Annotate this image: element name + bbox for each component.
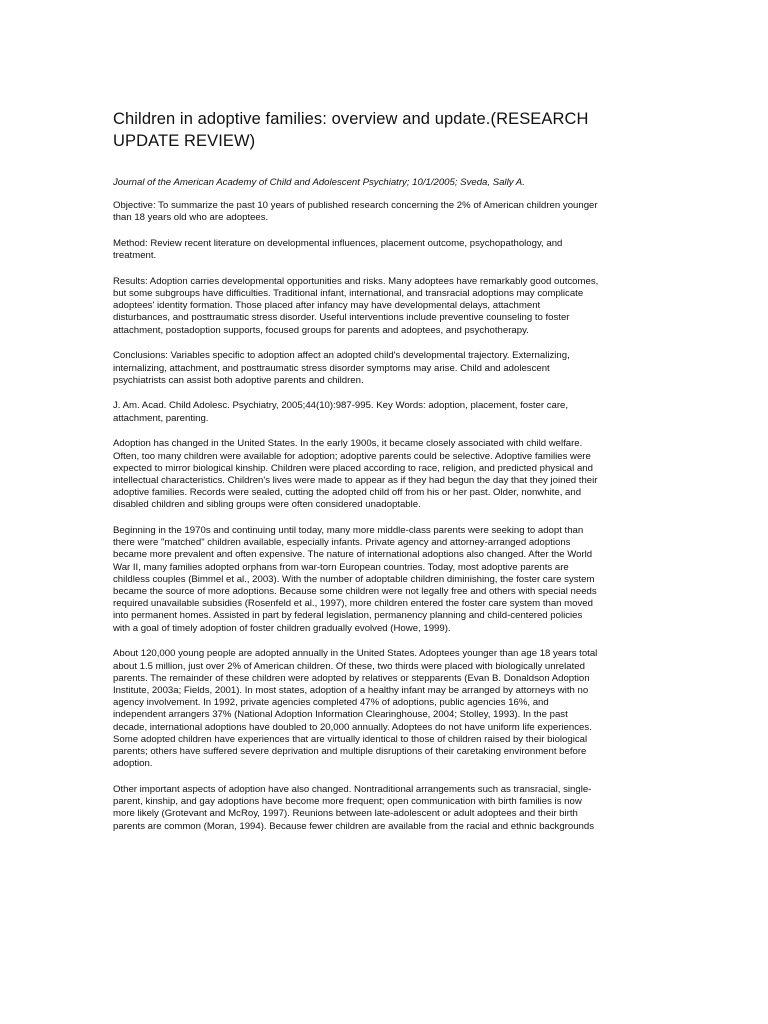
- document-citation: Journal of the American Academy of Child and Adolescent Psychiatry; 10/1/2005; Sveda, Sally A.: [113, 177, 525, 188]
- paragraph-body-3: About 120,000 young people are adopted annually in the United States. Adoptees younger than age 18 years total about 1.5 million, just over 2% of American children. Of these, two thirds were placed with biologically unrelated parents. The remainder of these children were adopted by relatives or stepparents (Evan B. Donaldson Adoption Institute, 2003a; Fields, 2001). In most states, adoption of a healthy infant may be arranged by attorneys with no agency involvement. In 1992, private agencies completed 47% of adoptions, public agencies 16%, and independent arrangers 37% (National Adoption Information Clearinghouse, 2004; Stolley, 1993). In the past decade, international adoptions have doubled to 20,000 annually. Adoptees do not have uniform life experiences. Some adopted children have experiences that are virtually identical to those of children raised by their biological parents; others have suffered severe deprivation and multiple disruptions of their caretaking environment before adoption.: [113, 648, 598, 770]
- paragraph-method: Method: Review recent literature on developmental influences, placement outcome, psychopathology, and treatment.: [113, 237, 563, 262]
- paragraph-results: Results: Adoption carries developmental opportunities and risks. Many adoptees have remarkably good outcomes, but some subgroups have difficulties. Traditional infant, international, and transracial adoptions may complicate adoptees' identity formation. Those placed after infancy may have developmental delays, attachment disturbances, and posttraumatic stress disorder. Useful interventions include preventive counseling to foster attachment, postadoption supports, focused groups for parents and adoptees, and psychotherapy.: [113, 275, 599, 336]
- paragraph-body-2: Beginning in the 1970s and continuing until today, many more middle-class parents were seeking to adopt than there were "matched" children available, especially infants. Private agency and attorney-arranged adoptions became more prevalent and often expensive. The nature of international adoptions also changed. After the World War II, many families adopted orphans from war-torn European countries. Today, most adoptive parents are childless couples (Bimmel et al., 2003). With the number of adoptable children diminishing, the foster care system became the source of more adoptions. Because some children were not legally free and others with special needs required unavailable subsidies (Rosenfeld et al., 1997), more children entered the foster care system than moved into permanent homes. Assisted in part by federal legislation, permanency planning and child-centered policies with a goal of timely adoption of foster children gradually evolved (Howe, 1999).: [113, 525, 597, 634]
- paragraph-keywords: J. Am. Acad. Child Adolesc. Psychiatry, 2005;44(10):987-995. Key Words: adoption, placement, foster care, attachment, parenting.: [113, 400, 569, 424]
- paragraph-body-4: Other important aspects of adoption have also changed. Nontraditional arrangements such as transracial, single- parent, kinship, and gay adoptions have become more frequent; open communication with birth families is now more likely (Grotevant and McRoy, 1997). Reunions between late-adolescent or adult adoptees and their birth parents are common (Moran, 1994). Because fewer children are available from the racial and ethnic backgrounds: [113, 783, 595, 832]
- paragraph-objective: Objective: To summarize the past 10 years of published research concerning the 2% of American children younger than 18 years old who are adoptees.: [113, 200, 598, 224]
- document-page: [113, 108, 658, 846]
- document-title: Children in adoptive families: overview and update.(RESEARCH UPDATE REVIEW): [113, 110, 589, 150]
- paragraph-conclusions: Conclusions: Variables specific to adoption affect an adopted child's developmental trajectory. Externalizing, internalizing, attachment, and posttraumatic stress disorder symptoms may arise. Child and adolescent psychiatrists can assist both adoptive parents and children.: [113, 350, 570, 386]
- paragraph-body-1: Adoption has changed in the United States. In the early 1900s, it became closely associated with child welfare. Often, too many children were available for adoption; adoptive parents could be selective. Adoptive families were expected to mirror biological kinship. Children were placed according to race, religion, and predicted physical and intellectual characteristics. Children's lives were made to appear as if they had begun the day that they joined their adoptive families. Records were sealed, cutting the adopted child off from his or her past. Older, nonwhite, and disabled children and sibling groups were often considered unadoptable.: [113, 438, 598, 511]
